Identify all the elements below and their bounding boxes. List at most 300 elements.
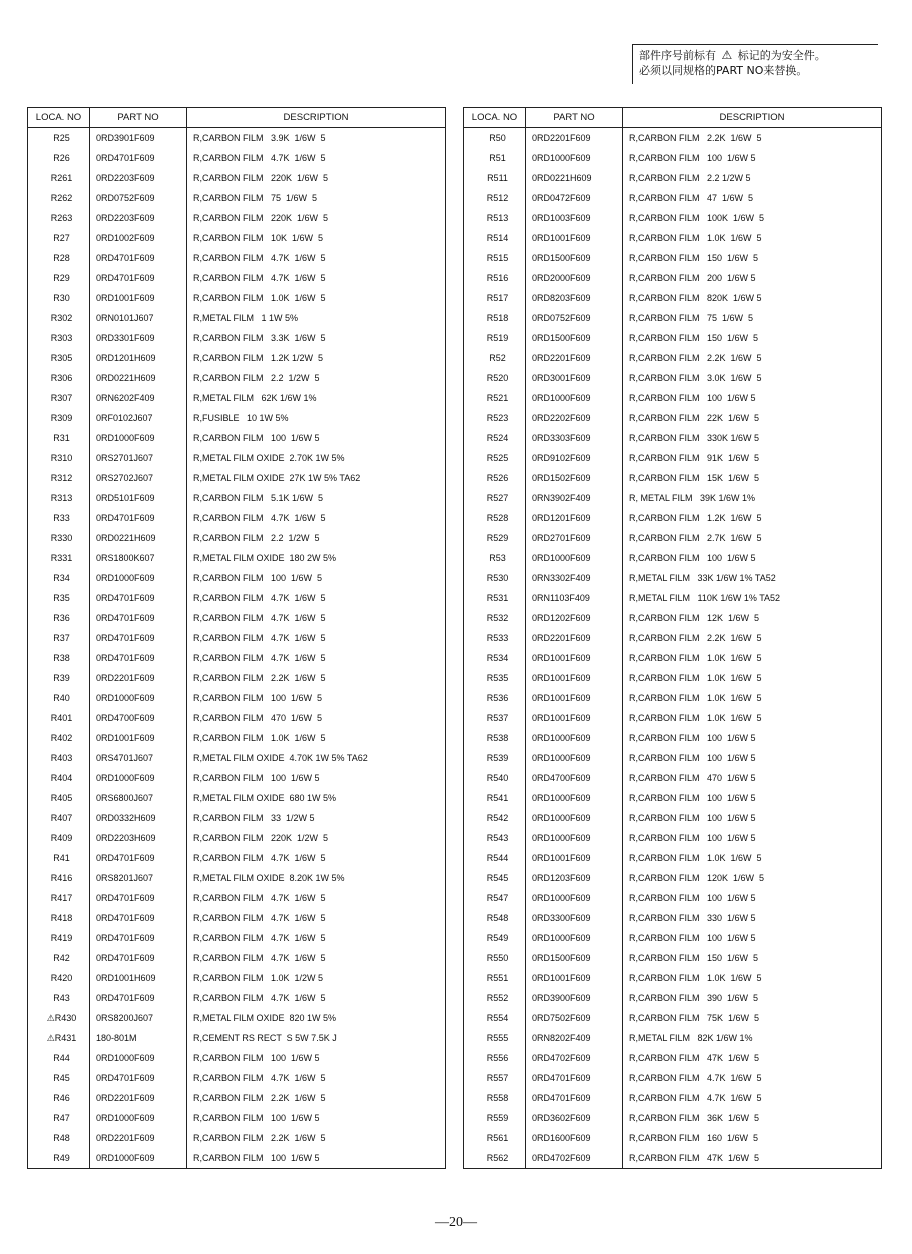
loca-no-cell xyxy=(28,808,90,828)
part-no-cell: 0RD1500F609 xyxy=(526,948,623,968)
description-cell: R,CARBON FILM 4.7K 1/6W 5 xyxy=(623,1088,882,1108)
description-cell: R,CARBON FILM 4.7K 1/6W 5 xyxy=(187,908,446,928)
part-no-cell: 0RD1001F609 xyxy=(526,688,623,708)
part-no-cell: 0RD2201F609 xyxy=(526,128,623,149)
part-no-cell: 0RD4701F609 xyxy=(90,608,187,628)
table-row xyxy=(464,1008,882,1028)
table-row xyxy=(464,508,882,528)
loca-no-cell xyxy=(28,788,90,808)
loca-no-text: R512 xyxy=(486,193,509,203)
loca-no-cell xyxy=(28,348,90,368)
loca-no-cell xyxy=(28,1108,90,1128)
description-cell: R,CARBON FILM 820K 1/6W 5 xyxy=(623,288,882,308)
description-cell: R, METAL FILM 39K 1/6W 1% xyxy=(623,488,882,508)
loca-no-text: R516 xyxy=(486,273,509,283)
loca-no-cell xyxy=(28,1128,90,1148)
loca-no-text: R419 xyxy=(50,933,73,943)
part-no-cell: 0RD2203F609 xyxy=(90,168,187,188)
loca-no-cell xyxy=(464,1088,526,1108)
description-cell: R,CARBON FILM 47K 1/6W 5 xyxy=(623,1048,882,1068)
table-row xyxy=(28,448,446,468)
table-row xyxy=(28,328,446,348)
loca-no-text: R29 xyxy=(53,273,70,283)
description-cell: R,CARBON FILM 1.0K 1/6W 5 xyxy=(623,968,882,988)
description-cell: R,CARBON FILM 33 1/2W 5 xyxy=(187,808,446,828)
loca-no-text: R307 xyxy=(50,393,73,403)
part-no-cell: 0RD1001H609 xyxy=(90,968,187,988)
description-cell: R,CARBON FILM 2.2K 1/6W 5 xyxy=(187,668,446,688)
loca-no-cell xyxy=(464,1128,526,1148)
loca-no-cell xyxy=(28,988,90,1008)
part-no-cell: 0RD4702F609 xyxy=(526,1048,623,1068)
loca-no-cell xyxy=(28,968,90,988)
loca-no-cell xyxy=(464,568,526,588)
part-no-cell: 0RD1201H609 xyxy=(90,348,187,368)
description-cell: R,METAL FILM OXIDE 27K 1W 5% TA62 xyxy=(187,468,446,488)
loca-no-text: R404 xyxy=(50,773,73,783)
loca-no-cell xyxy=(28,388,90,408)
table-row xyxy=(28,1128,446,1148)
table-row xyxy=(464,468,882,488)
table-row xyxy=(28,408,446,428)
part-no-cell: 0RD1000F609 xyxy=(526,388,623,408)
part-no-cell: 0RD1001F609 xyxy=(526,668,623,688)
part-no-cell: 0RD1000F609 xyxy=(526,728,623,748)
part-no-cell: 0RD4701F609 xyxy=(90,148,187,168)
loca-no-cell xyxy=(28,688,90,708)
description-cell: R,CARBON FILM 4.7K 1/6W 5 xyxy=(187,148,446,168)
loca-no-text: R543 xyxy=(486,833,509,843)
table-row xyxy=(464,488,882,508)
loca-no-text: R552 xyxy=(486,993,509,1003)
warning-triangle-icon: ⚠ xyxy=(46,1032,55,1043)
loca-no-cell xyxy=(464,868,526,888)
table-row xyxy=(464,248,882,268)
description-cell: R,CARBON FILM 220K 1/6W 5 xyxy=(187,208,446,228)
description-cell: R,CARBON FILM 100 1/6W 5 xyxy=(623,888,882,908)
loca-no-text: R431 xyxy=(54,1032,77,1043)
table-row xyxy=(464,268,882,288)
table-row xyxy=(28,568,446,588)
part-no-cell: 0RN1103F409 xyxy=(526,588,623,608)
part-no-cell: 0RD4701F609 xyxy=(90,268,187,288)
description-cell: R,CARBON FILM 100 1/6W 5 xyxy=(623,928,882,948)
loca-no-text: R544 xyxy=(486,853,509,863)
part-no-cell: 0RD1000F609 xyxy=(90,428,187,448)
loca-no-cell xyxy=(28,948,90,968)
table-row xyxy=(28,468,446,488)
loca-no-text: R545 xyxy=(486,873,509,883)
part-no-cell: 0RN6202F409 xyxy=(90,388,187,408)
loca-no-cell xyxy=(28,768,90,788)
description-cell: R,CARBON FILM 1.0K 1/6W 5 xyxy=(623,848,882,868)
table-row xyxy=(28,828,446,848)
loca-no-text: R528 xyxy=(486,513,509,523)
description-cell: R,METAL FILM OXIDE 4.70K 1W 5% TA62 xyxy=(187,748,446,768)
table-row xyxy=(28,348,446,368)
part-no-cell: 0RD3301F609 xyxy=(90,328,187,348)
description-cell: R,METAL FILM 82K 1/6W 1% xyxy=(623,1028,882,1048)
description-cell: R,CARBON FILM 4.7K 1/6W 5 xyxy=(187,608,446,628)
description-cell: R,CARBON FILM 4.7K 1/6W 5 xyxy=(187,248,446,268)
table-row xyxy=(28,1148,446,1169)
loca-no-text: R551 xyxy=(486,973,509,983)
table-row xyxy=(464,148,882,168)
loca-no-text: R430 xyxy=(54,1012,77,1023)
loca-no-cell xyxy=(464,1008,526,1028)
loca-no-cell xyxy=(28,628,90,648)
loca-no-text: R53 xyxy=(489,553,506,563)
description-cell: R,CARBON FILM 4.7K 1/6W 5 xyxy=(187,628,446,648)
table-row xyxy=(28,168,446,188)
part-no-cell: 0RD1000F609 xyxy=(90,688,187,708)
loca-no-cell xyxy=(464,408,526,428)
description-cell: R,CARBON FILM 36K 1/6W 5 xyxy=(623,1108,882,1128)
part-no-cell: 0RD1000F609 xyxy=(526,828,623,848)
description-cell: R,CARBON FILM 4.7K 1/6W 5 xyxy=(187,988,446,1008)
loca-no-text: R306 xyxy=(50,373,73,383)
loca-no-text: R41 xyxy=(53,853,70,863)
table-row xyxy=(28,208,446,228)
description-cell: R,CARBON FILM 4.7K 1/6W 5 xyxy=(187,948,446,968)
loca-no-cell xyxy=(28,1148,90,1169)
table-row xyxy=(28,728,446,748)
description-cell: R,CARBON FILM 2.2K 1/6W 5 xyxy=(623,628,882,648)
description-cell: R,CARBON FILM 150 1/6W 5 xyxy=(623,248,882,268)
table-row xyxy=(28,928,446,948)
part-no-cell: 0RD3001F609 xyxy=(526,368,623,388)
loca-no-cell xyxy=(464,668,526,688)
description-cell: R,CARBON FILM 10K 1/6W 5 xyxy=(187,228,446,248)
table-row xyxy=(28,948,446,968)
loca-no-text: R511 xyxy=(487,173,508,183)
table-row xyxy=(464,128,882,149)
loca-no-text: R542 xyxy=(486,813,509,823)
loca-no-text: R262 xyxy=(50,193,73,203)
page-number: —20— xyxy=(435,1215,477,1230)
loca-no-text: R524 xyxy=(486,433,509,443)
description-cell: R,CARBON FILM 4.7K 1/6W 5 xyxy=(187,588,446,608)
parts-table-right xyxy=(463,107,882,1169)
part-no-cell: 0RD4700F609 xyxy=(90,708,187,728)
loca-no-cell xyxy=(28,528,90,548)
part-no-cell: 0RD1500F609 xyxy=(526,248,623,268)
description-cell: R,CARBON FILM 100 1/6W 5 xyxy=(623,388,882,408)
description-cell: R,CARBON FILM 5.1K 1/6W 5 xyxy=(187,488,446,508)
loca-no-cell xyxy=(28,588,90,608)
table-row xyxy=(464,808,882,828)
part-no-cell: 0RD1003F609 xyxy=(526,208,623,228)
loca-no-text: R529 xyxy=(486,533,509,543)
part-no-cell: 0RD4701F609 xyxy=(90,988,187,1008)
loca-no-text: R558 xyxy=(486,1093,509,1103)
loca-no-text: R547 xyxy=(486,893,509,903)
part-no-cell: 0RS8200J607 xyxy=(90,1008,187,1028)
table-row xyxy=(464,288,882,308)
table-row xyxy=(28,868,446,888)
loca-no-cell xyxy=(464,168,526,188)
part-no-cell: 0RN3902F409 xyxy=(526,488,623,508)
part-no-cell: 0RD1203F609 xyxy=(526,868,623,888)
loca-no-text: R42 xyxy=(53,953,70,963)
loca-no-cell xyxy=(464,648,526,668)
table-row xyxy=(464,1048,882,1068)
table-row xyxy=(28,368,446,388)
loca-no-cell xyxy=(464,928,526,948)
description-cell: R,CARBON FILM 4.7K 1/6W 5 xyxy=(187,1068,446,1088)
loca-no-text: R409 xyxy=(50,833,73,843)
loca-no-text: R526 xyxy=(486,473,509,483)
part-no-cell: 0RD1201F609 xyxy=(526,508,623,528)
table-row xyxy=(28,308,446,328)
loca-no-cell xyxy=(28,608,90,628)
loca-no-cell xyxy=(464,808,526,828)
loca-no-cell xyxy=(464,328,526,348)
part-no-cell: 0RD3602F609 xyxy=(526,1108,623,1128)
part-no-cell: 0RD2201F609 xyxy=(90,668,187,688)
loca-no-text: R556 xyxy=(486,1053,509,1063)
description-cell: R,CARBON FILM 470 1/6W 5 xyxy=(187,708,446,728)
table-row xyxy=(464,308,882,328)
table-row xyxy=(28,228,446,248)
loca-no-text: R25 xyxy=(53,133,70,143)
description-cell: R,CARBON FILM 100K 1/6W 5 xyxy=(623,208,882,228)
loca-no-cell xyxy=(464,228,526,248)
loca-no-text: R548 xyxy=(486,913,509,923)
loca-no-cell xyxy=(464,548,526,568)
loca-no-text: R303 xyxy=(50,333,73,343)
loca-no-cell xyxy=(464,728,526,748)
description-cell: R,CARBON FILM 12K 1/6W 5 xyxy=(623,608,882,628)
part-no-cell: 0RD2203H609 xyxy=(90,828,187,848)
loca-no-text: R33 xyxy=(53,513,70,523)
table-row xyxy=(28,508,446,528)
description-cell: R,CARBON FILM 4.7K 1/6W 5 xyxy=(187,648,446,668)
table-row xyxy=(28,1068,446,1088)
loca-no-cell xyxy=(28,848,90,868)
table-row xyxy=(464,948,882,968)
loca-no-cell xyxy=(464,1148,526,1169)
loca-no-cell xyxy=(464,1028,526,1048)
description-cell: R,METAL FILM 33K 1/6W 1% TA52 xyxy=(623,568,882,588)
loca-no-text: R261 xyxy=(50,173,73,183)
loca-no-text: R31 xyxy=(53,433,70,443)
description-cell: R,CARBON FILM 2.2 1/2W 5 xyxy=(623,168,882,188)
table-row xyxy=(28,708,446,728)
loca-no-text: R520 xyxy=(486,373,509,383)
table-header-row xyxy=(464,108,882,128)
loca-no-cell xyxy=(464,268,526,288)
part-no-cell: 0RD4701F609 xyxy=(526,1088,623,1108)
description-cell: R,CARBON FILM 150 1/6W 5 xyxy=(623,328,882,348)
part-no-cell: 0RD5101F609 xyxy=(90,488,187,508)
loca-no-cell xyxy=(28,308,90,328)
safety-notice-text-post: 标记的为安全件。 xyxy=(737,49,826,62)
loca-no-text: R407 xyxy=(50,813,73,823)
table-row xyxy=(28,148,446,168)
loca-no-text: R557 xyxy=(486,1073,509,1083)
part-no-cell: 0RD4701F609 xyxy=(90,1068,187,1088)
description-cell: R,CARBON FILM 2.2K 1/6W 5 xyxy=(187,1088,446,1108)
table-row xyxy=(464,1148,882,1169)
loca-no-text: R34 xyxy=(53,573,70,583)
description-cell: R,CARBON FILM 100 1/6W 5 xyxy=(623,148,882,168)
table-row xyxy=(464,208,882,228)
table-row xyxy=(464,908,882,928)
part-no-cell: 0RD9102F609 xyxy=(526,448,623,468)
loca-no-text: R46 xyxy=(53,1093,70,1103)
description-cell: R,CARBON FILM 390 1/6W 5 xyxy=(623,988,882,1008)
description-cell: R,CARBON FILM 4.7K 1/6W 5 xyxy=(187,928,446,948)
part-no-cell: 0RD1001F609 xyxy=(90,728,187,748)
loca-no-cell xyxy=(28,1008,90,1028)
loca-no-cell xyxy=(464,348,526,368)
description-cell: R,CARBON FILM 1.0K 1/6W 5 xyxy=(623,228,882,248)
table-row xyxy=(464,388,882,408)
safety-notice-text-pre: 部件序号前标有 xyxy=(639,49,716,62)
table-row xyxy=(464,648,882,668)
header-part-no: PART NO xyxy=(90,108,187,128)
loca-no-cell xyxy=(464,388,526,408)
table-row xyxy=(464,928,882,948)
loca-no-text: R36 xyxy=(53,613,70,623)
loca-no-text: R330 xyxy=(50,533,73,543)
table-row xyxy=(464,228,882,248)
description-cell: R,CARBON FILM 4.7K 1/6W 5 xyxy=(623,1068,882,1088)
table-row xyxy=(464,668,882,688)
table-row xyxy=(464,768,882,788)
part-no-cell: 0RD1001F609 xyxy=(526,228,623,248)
description-cell: R,CARBON FILM 100 1/6W 5 xyxy=(187,768,446,788)
loca-no-text: R538 xyxy=(486,733,509,743)
description-cell: R,CARBON FILM 4.7K 1/6W 5 xyxy=(187,888,446,908)
description-cell: R,CARBON FILM 100 1/6W 5 xyxy=(623,548,882,568)
loca-no-text: R26 xyxy=(53,153,70,163)
loca-no-text: R541 xyxy=(486,793,509,803)
loca-no-cell xyxy=(28,908,90,928)
loca-no-cell xyxy=(28,568,90,588)
description-cell: R,CARBON FILM 47 1/6W 5 xyxy=(623,188,882,208)
loca-no-cell xyxy=(28,548,90,568)
table-header-row xyxy=(28,108,446,128)
loca-no-text: R39 xyxy=(53,673,70,683)
description-cell: R,CARBON FILM 75 1/6W 5 xyxy=(187,188,446,208)
part-no-cell: 0RD1000F609 xyxy=(526,548,623,568)
loca-no-text: R554 xyxy=(486,1013,509,1023)
loca-no-cell xyxy=(28,368,90,388)
loca-no-cell xyxy=(464,448,526,468)
table-row xyxy=(464,788,882,808)
description-cell: R,METAL FILM OXIDE 820 1W 5% xyxy=(187,1008,446,1028)
loca-no-cell xyxy=(28,828,90,848)
part-no-cell: 0RD1000F609 xyxy=(90,768,187,788)
safety-notice xyxy=(632,44,878,84)
part-no-cell: 0RD0221H609 xyxy=(90,368,187,388)
loca-no-cell xyxy=(28,188,90,208)
table-row xyxy=(464,688,882,708)
header-part-no: PART NO xyxy=(526,108,623,128)
loca-no-text: R562 xyxy=(486,1153,509,1163)
loca-no-text: R302 xyxy=(50,313,73,323)
part-no-cell: 0RD0752F609 xyxy=(90,188,187,208)
description-cell: R,CARBON FILM 47K 1/6W 5 xyxy=(623,1148,882,1169)
table-row xyxy=(464,728,882,748)
description-cell: R,CARBON FILM 120K 1/6W 5 xyxy=(623,868,882,888)
description-cell: R,CARBON FILM 75 1/6W 5 xyxy=(623,308,882,328)
description-cell: R,CARBON FILM 2.7K 1/6W 5 xyxy=(623,528,882,548)
loca-no-cell xyxy=(28,1048,90,1068)
part-no-cell: 0RD1001F609 xyxy=(526,968,623,988)
part-no-cell: 0RD1000F609 xyxy=(526,808,623,828)
loca-no-text: R40 xyxy=(53,693,70,703)
loca-no-cell xyxy=(28,648,90,668)
loca-no-text: R540 xyxy=(486,773,509,783)
part-no-cell: 0RD1000F609 xyxy=(526,888,623,908)
part-no-cell: 0RD2201F609 xyxy=(90,1128,187,1148)
loca-no-cell xyxy=(464,288,526,308)
loca-no-text: R420 xyxy=(50,973,73,983)
description-cell: R,CARBON FILM 1.0K 1/6W 5 xyxy=(623,668,882,688)
loca-no-cell xyxy=(464,528,526,548)
part-no-cell: 0RD1001F609 xyxy=(90,288,187,308)
part-no-cell: 0RD3900F609 xyxy=(526,988,623,1008)
table-row xyxy=(28,628,446,648)
loca-no-text: R37 xyxy=(53,633,70,643)
description-cell: R,CARBON FILM 100 1/6W 5 xyxy=(187,688,446,708)
part-no-cell: 0RD2203F609 xyxy=(90,208,187,228)
table-row xyxy=(464,408,882,428)
part-no-cell: 0RD4701F609 xyxy=(90,628,187,648)
loca-no-text: R44 xyxy=(53,1053,70,1063)
loca-no-text: R533 xyxy=(486,633,509,643)
loca-no-cell xyxy=(464,908,526,928)
description-cell: R,CARBON FILM 470 1/6W 5 xyxy=(623,768,882,788)
loca-no-cell xyxy=(28,148,90,168)
loca-no-text: R401 xyxy=(50,713,73,723)
loca-no-cell xyxy=(28,888,90,908)
description-cell: R,CARBON FILM 1.0K 1/6W 5 xyxy=(623,708,882,728)
loca-no-text: R531 xyxy=(486,593,509,603)
part-no-cell: 0RD4701F609 xyxy=(90,948,187,968)
table-row xyxy=(464,1128,882,1148)
description-cell: R,CARBON FILM 100 1/6W 5 xyxy=(623,808,882,828)
loca-no-text: R309 xyxy=(50,413,73,423)
loca-no-cell xyxy=(28,228,90,248)
part-no-cell: 0RD8203F609 xyxy=(526,288,623,308)
loca-no-text: R38 xyxy=(53,653,70,663)
loca-no-cell xyxy=(464,308,526,328)
table-row xyxy=(464,1068,882,1088)
loca-no-text: R417 xyxy=(50,893,73,903)
part-no-cell: 0RD4701F609 xyxy=(90,648,187,668)
warning-triangle-icon: ⚠ xyxy=(721,48,733,62)
part-no-cell: 0RD0221H609 xyxy=(526,168,623,188)
part-no-cell: 0RS6800J607 xyxy=(90,788,187,808)
description-cell: R,CARBON FILM 3.0K 1/6W 5 xyxy=(623,368,882,388)
table-row xyxy=(464,588,882,608)
loca-no-text: R523 xyxy=(486,413,509,423)
loca-no-cell xyxy=(28,468,90,488)
description-cell: R,CARBON FILM 100 1/6W 5 xyxy=(187,1148,446,1169)
part-no-cell: 0RD2202F609 xyxy=(526,408,623,428)
part-no-cell: 0RS2701J607 xyxy=(90,448,187,468)
part-no-cell: 0RD4701F609 xyxy=(90,928,187,948)
description-cell: R,CARBON FILM 15K 1/6W 5 xyxy=(623,468,882,488)
part-no-cell: 0RD1000F609 xyxy=(526,748,623,768)
loca-no-text: R530 xyxy=(486,573,509,583)
description-cell: R,CARBON FILM 2.2K 1/6W 5 xyxy=(623,128,882,149)
loca-no-cell xyxy=(28,268,90,288)
